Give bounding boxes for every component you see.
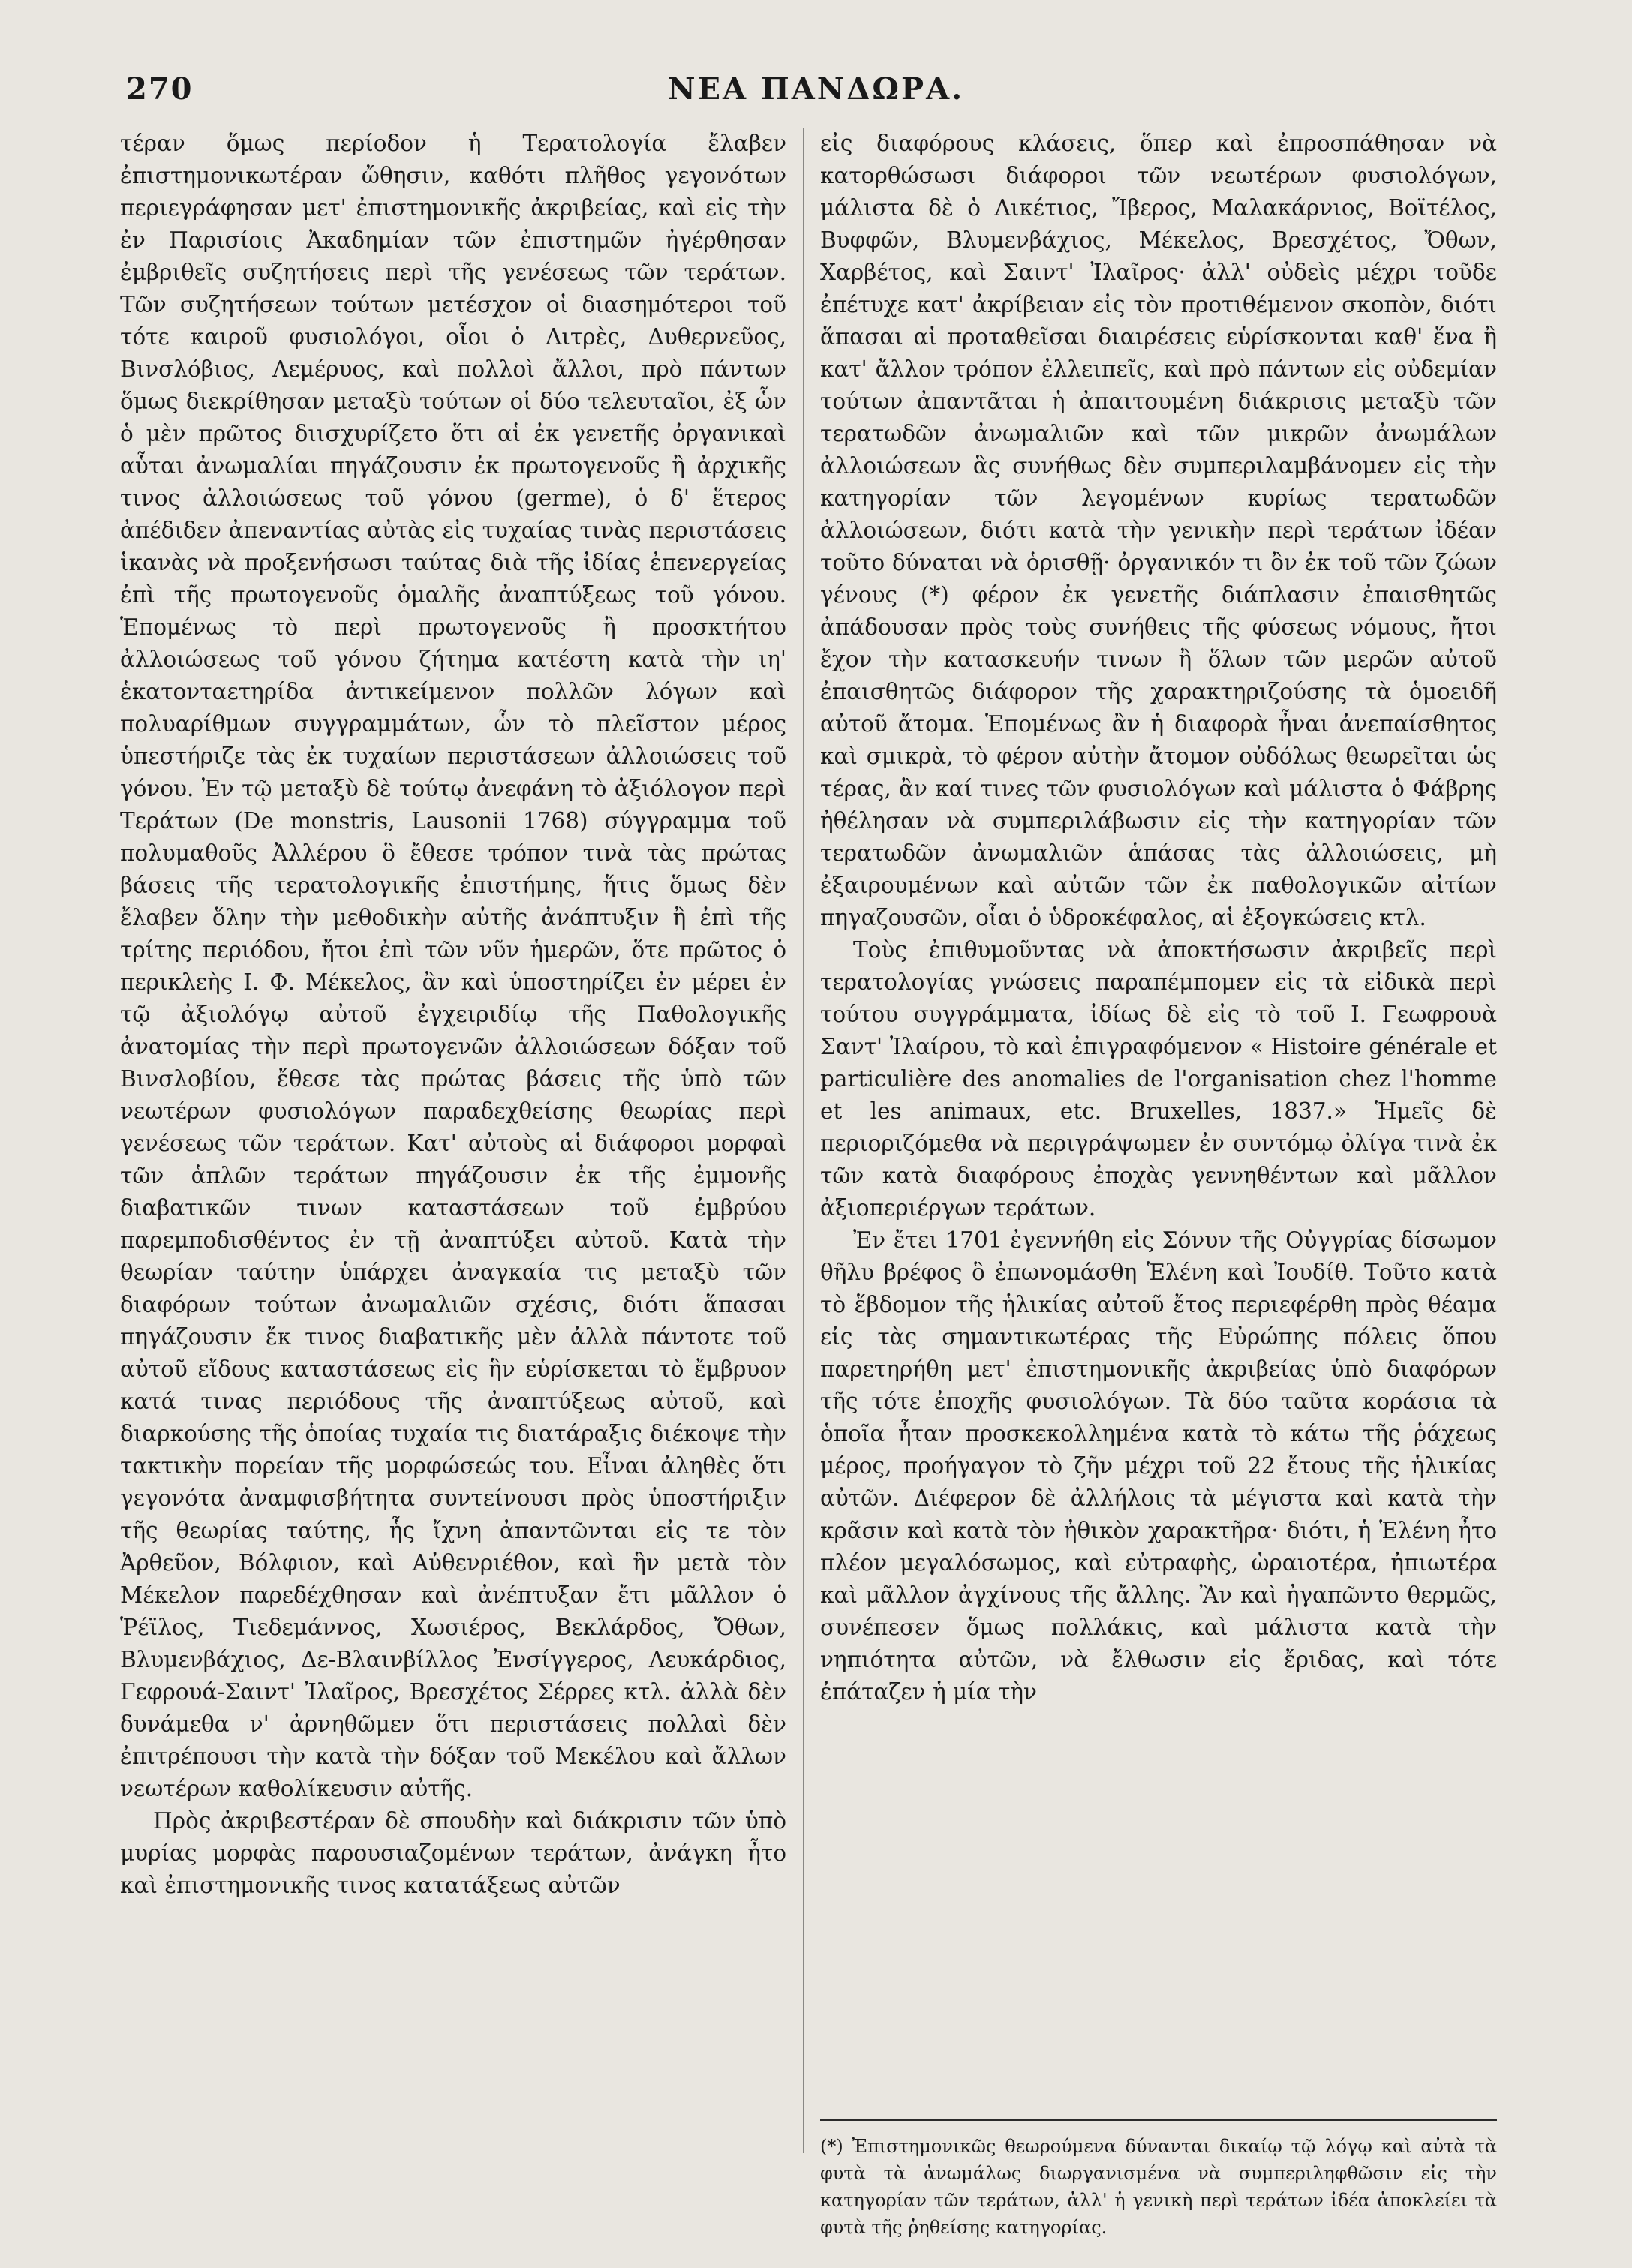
- right-column: [820, 128, 1497, 2228]
- page-number: 270: [126, 71, 194, 107]
- left-column: [120, 128, 786, 2228]
- right-paragraph-2: Τοὺς ἐπιθυμοῦντας νὰ ἀποκτήσωσιν ἀκριβεῖς περὶ τερατολογίας γνώσεις παραπέμπομεν εἰς τὰ εἰδικὰ περὶ τούτου συγγράμματα, ἰδίως δὲ εἰς τὸ τοῦ Ι. Γεωφρουὰ Σαντ' Ἰλαίρου, τὸ καὶ ἐπιγραφόμενον « Histoire générale et particulière des anomalies de l'organisation chez l'homme et les animaux, etc. Bruxelles, 1837.» Ἡμεῖς δὲ περιοριζόμεθα νὰ περιγράψωμεν ἐν συντόμῳ ὀλίγα τινὰ ἐκ τῶν κατὰ διαφόρους ἐποχὰς γεννηθέντων καὶ μᾶλλον ἀξιοπεριέργων τεράτων.: [820, 937, 1497, 1221]
- left-paragraph-1: τέραν ὅμως περίοδον ἡ Τερατολογία ἔλαβεν ἐπιστημονικωτέραν ὤθησιν, καθότι πλῆθος γεγονότων περιεγράφησαν μετ' ἐπιστημονικῆς ἀκριβείας, καὶ εἰς τὴν ἐν Παρισίοις Ἀκαδημίαν τῶν ἐπιστημῶν ἠγέρθησαν ἐμβριθεῖς συζητήσεις περὶ τῆς γενέσεως τῶν τεράτων. Τῶν συζητήσεων τούτων μετέσχον οἱ διασημότεροι τοῦ τότε καιροῦ φυσιολόγοι, οἷοι ὁ Λιτρὲς, Δυθερνεῦος, Βινσλόβιος, Λεμέρυος, καὶ πολλοὶ ἄλλοι, πρὸ πάντων ὅμως διεκρίθησαν μεταξὺ τούτων οἱ δύο τελευταῖοι, ἐξ ὧν ὁ μὲν πρῶτος διισχυρίζετο ὅτι αἱ ἐκ γενετῆς ὀργανικαὶ αὗται ἀνωμαλίαι πηγάζουσιν ἐκ πρωτογενοῦς ἢ ἀρχικῆς τινος ἀλλοιώσεως τοῦ γόνου (germe), ὁ δ' ἕτερος ἀπέδιδεν ἀπεναντίας αὐτὰς εἰς τυχαίας τινὰς περιστάσεις ἱκανὰς νὰ προξενήσωσι ταύτας διὰ τῆς ἰδίας ἐπενεργείας ἐπὶ τῆς πρωτογενοῦς ὁμαλῆς ἀναπτύξεως τοῦ γόνου. Ἑπομένως τὸ περὶ πρωτογενοῦς ἢ προσκτήτου ἀλλοιώσεως τοῦ γόνου ζήτημα κατέστη κατὰ τὴν ιη' ἑκατονταετηρίδα ἀντικείμενον πολλῶν λόγων καὶ πολυαρίθμων συγγραμμάτων, ὧν τὸ πλεῖστον μέρος ὑπεστήριζε τὰς ἐκ τυχαίων περιστάσεων ἀλλοιώσεις τοῦ γόνου. Ἐν τῷ μεταξὺ δὲ τούτῳ ἀνεφάνη τὸ ἀξιόλογον περὶ Τεράτων (De monstris, Lausonii 1768) σύγγραμμα τοῦ πολυμαθοῦς Ἀλλέρου ὃ ἔθεσε τρόπον τινὰ τὰς πρώτας βάσεις τῆς τερατολογικῆς ἐπιστήμης, ἥτις ὅμως δὲν ἔλαβεν ὅλην τὴν μεθοδικὴν αὐτῆς ἀνάπτυξιν ἢ ἐπὶ τῆς τρίτης περιόδου, ἤτοι ἐπὶ τῶν νῦν ἡμερῶν, ὅτε πρῶτος ὁ περικλεὴς Ι. Φ. Μέκελος, ἂν καὶ ὑποστηρίζει ἐν μέρει ἐν τῷ ἀξιολόγῳ αὐτοῦ ἐγχειριδίῳ τῆς Παθολογικῆς ἀνατομίας τὴν περὶ πρωτογενῶν ἀλλοιώσεων δόξαν τοῦ Βινσλοβίου, ἔθεσε τὰς πρώτας βάσεις τῆς ὑπὸ τῶν νεωτέρων φυσιολόγων παραδεχθείσης θεωρίας περὶ γενέσεως τῶν τεράτων. Κατ' αὐτοὺς αἱ διάφοροι μορφαὶ τῶν ἁπλῶν τεράτων πηγάζουσιν ἐκ τῆς ἐμμονῆς διαβατικῶν τινων καταστάσεων τοῦ ἐμβρύου παρεμποδισθέντος ἐν τῇ ἀναπτύξει αὐτοῦ. Κατὰ τὴν θεωρίαν ταύτην ὑπάρχει ἀναγκαία τις μεταξὺ τῶν διαφόρων τούτων ἀνωμαλιῶν σχέσις, διότι ἅπασαι πηγάζουσιν ἔκ τινος διαβατικῆς μὲν ἀλλὰ πάντοτε τοῦ αὐτοῦ εἴδους καταστάσεως εἰς ἣν εὑρίσκεται τὸ ἔμβρυον κατά τινας περιόδους τῆς ἀναπτύξεως αὐτοῦ, καὶ διαρκούσης τῆς ὁποίας τυχαία τις διατάραξις διέκοψε τὴν τακτικὴν πορείαν τῆς μορφώσεώς του. Εἶναι ἀληθὲς ὅτι γεγονότα ἀναμφισβήτητα συντείνουσι πρὸς ὑποστήριξιν τῆς θεωρίας ταύτης, ἧς ἴχνη ἀπαντῶνται εἰς τε τὸν Ἀρθεῦον, Βόλφιον, καὶ Αὐθενριέθον, καὶ ἣν μετὰ τὸν Μέκελον παρεδέχθησαν καὶ ἀνέπτυξαν ἔτι μᾶλλον ὁ Ῥέϊλος, Τιεδεμάννος, Χωσιέρος, Βεκλάρδος, Ὄθων, Βλυμενβάχιος, Δε-Βλαινβίλλος Ἐνσίγγερος, Λευκάρδιος, Γεφρουά-Σαιντ' Ἰλαῖρος, Βρεσχέτος Σέρρες κτλ. ἀλλὰ δὲν δυνάμεθα ν' ἀρνηθῶμεν ὅτι περιστάσεις πολλαὶ δὲν ἐπιτρέπουσι τὴν κατὰ τὴν δόξαν τοῦ Μεκέλου καὶ ἄλλων νεωτέρων καθολίκευσιν αὐτῆς.: [120, 131, 786, 1801]
- right-paragraph-3: Ἐν ἔτει 1701 ἐγεννήθη εἰς Σόνυν τῆς Οὐγγρίας δίσωμον θῆλυ βρέφος ὃ ἐπωνομάσθη Ἑλένη καὶ Ἰουδίθ. Τοῦτο κατὰ τὸ ἕβδομον τῆς ἡλικίας αὐτοῦ ἔτος περιεφέρθη πρὸς θέαμα εἰς τὰς σημαντικωτέρας τῆς Εὐρώπης πόλεις ὅπου παρετηρήθη μετ' ἐπιστημονικῆς ἀκριβείας ὑπὸ διαφόρων τῆς τότε ἐποχῆς φυσιολόγων. Τὰ δύο ταῦτα κοράσια τὰ ὁποῖα ἦταν προσκεκολλημένα κατὰ τὸ κάτω τῆς ῥάχεως μέρος, προήγαγον τὸ ζῆν μέχρι τοῦ 22 ἔτους τῆς ἡλικίας αὐτῶν. Διέφερον δὲ ἀλλήλοις τὰ μέγιστα καὶ κατὰ τὴν κρᾶσιν καὶ κατὰ τὸν ἠθικὸν χαρακτῆρα· διότι, ἡ Ἑλένη ἦτο πλέον μεγαλόσωμος, καὶ εὐτραφὴς, ὡραιοτέρα, ἠπιωτέρα καὶ μᾶλλον ἀγχίνους τῆς ἄλλης. Ἂν καὶ ἠγαπῶντο θερμῶς, συνέπεσεν ὅμως πολλάκις, καὶ μάλιστα κατὰ τὴν νηπιότητα αὐτῶν, νὰ ἔλθωσιν εἰς ἔριδας, καὶ τότε ἐπάταζεν ἡ μία τὴν: [820, 1227, 1497, 1705]
- right-paragraph-1: εἰς διαφόρους κλάσεις, ὅπερ καὶ ἐπροσπάθησαν νὰ κατορθώσωσι διάφοροι τῶν νεωτέρων φυσιολόγων, μάλιστα δὲ ὁ Λικέτιος, Ἴβερος, Μαλακάρνιος, Βοϊτέλος, Βυφφῶν, Βλυμενβάχιος, Μέκελος, Βρεσχέτος, Ὄθων, Χαρβέτος, καὶ Σαιντ' Ἰλαῖρος· ἀλλ' οὐδεὶς μέχρι τοῦδε ἐπέτυχε κατ' ἀκρίβειαν εἰς τὸν προτιθέμενον σκοπὸν, διότι ἅπασαι αἱ προταθεῖσαι διαιρέσεις εὑρίσκονται καθ' ἕνα ἢ κατ' ἄλλον τρόπον ἐλλειπεῖς, καὶ πρὸ πάντων εἰς οὐδεμίαν τούτων ἀπαντᾶται ἡ ἀπαιτουμένη διάκρισις μεταξὺ τῶν τερατωδῶν ἀνωμαλιῶν καὶ τῶν μικρῶν ἀνωμάλων ἀλλοιώσεων ἃς συνήθως δὲν συμπεριλαμβάνομεν εἰς τὴν κατηγορίαν τῶν λεγομένων κυρίως τερατωδῶν ἀλλοιώσεων, διότι κατὰ τὴν γενικὴν περὶ τεράτων ἰδέαν τοῦτο δύναται νὰ ὁρισθῇ· ὀργανικόν τι ὂν ἐκ τοῦ τῶν ζώων γένους (*) φέρον ἐκ γενετῆς διάπλασιν ἐπαισθητῶς ἀπάδουσαν πρὸς τοὺς συνήθεις τῆς φύσεως νόμους, ἤτοι ἔχον τὴν κατασκευήν τινων ἢ ὅλων τῶν μερῶν αὐτοῦ ἐπαισθητῶς διάφορον τῆς χαρακτηριζούσης τὰ ὁμοειδῆ αὐτοῦ ἄτομα. Ἑπομένως ἂν ἡ διαφορὰ ἦναι ἀνεπαίσθητος καὶ σμικρὰ, τὸ φέρον αὐτὴν ἄτομον οὐδόλως θεωρεῖται ὡς τέρας, ἂν καί τινες τῶν φυσιολόγων καὶ μάλιστα ὁ Φάβρης ἠθέλησαν νὰ συμπεριλάβωσιν εἰς τὴν κατηγορίαν τῶν τερατωδῶν ἀνωμαλιῶν ἁπάσας τὰς ἀλλοιώσεις, μὴ ἐξαιρουμένων καὶ αὐτῶν τῶν ἐκ παθολογικῶν αἰτίων πηγαζουσῶν, οἷαι ὁ ὑδροκέφαλος, αἱ ἐξογκώσεις κτλ.: [820, 131, 1497, 930]
- column-divider: [803, 128, 804, 2153]
- running-head: ΝΕΑ ΠΑΝΔΩΡΑ.: [667, 71, 965, 107]
- footnote-divider: [820, 2119, 1497, 2121]
- footnote: (*) Ἐπιστημονικῶς θεωρούμενα δύνανται δικαίῳ τῷ λόγῳ καὶ αὐτὰ τὰ φυτὰ τὰ ἀνωμάλως διωργανισμένα νὰ συμπεριληφθῶσιν εἰς τὴν κατηγορίαν τῶν τεράτων, ἀλλ' ἡ γενικὴ περὶ τεράτων ἰδέα ἀποκλείει τὰ φυτὰ τῆς ῥηθείσης κατηγορίας.: [820, 2136, 1497, 2238]
- left-paragraph-2: Πρὸς ἀκριβεστέραν δὲ σπουδὴν καὶ διάκρισιν τῶν ὑπὸ μυρίας μορφὰς παρουσιαζομένων τεράτων, ἀνάγκη ἦτο καὶ ἐπιστημονικῆς τινος κατατάξεως αὐτῶν: [120, 1808, 786, 1898]
